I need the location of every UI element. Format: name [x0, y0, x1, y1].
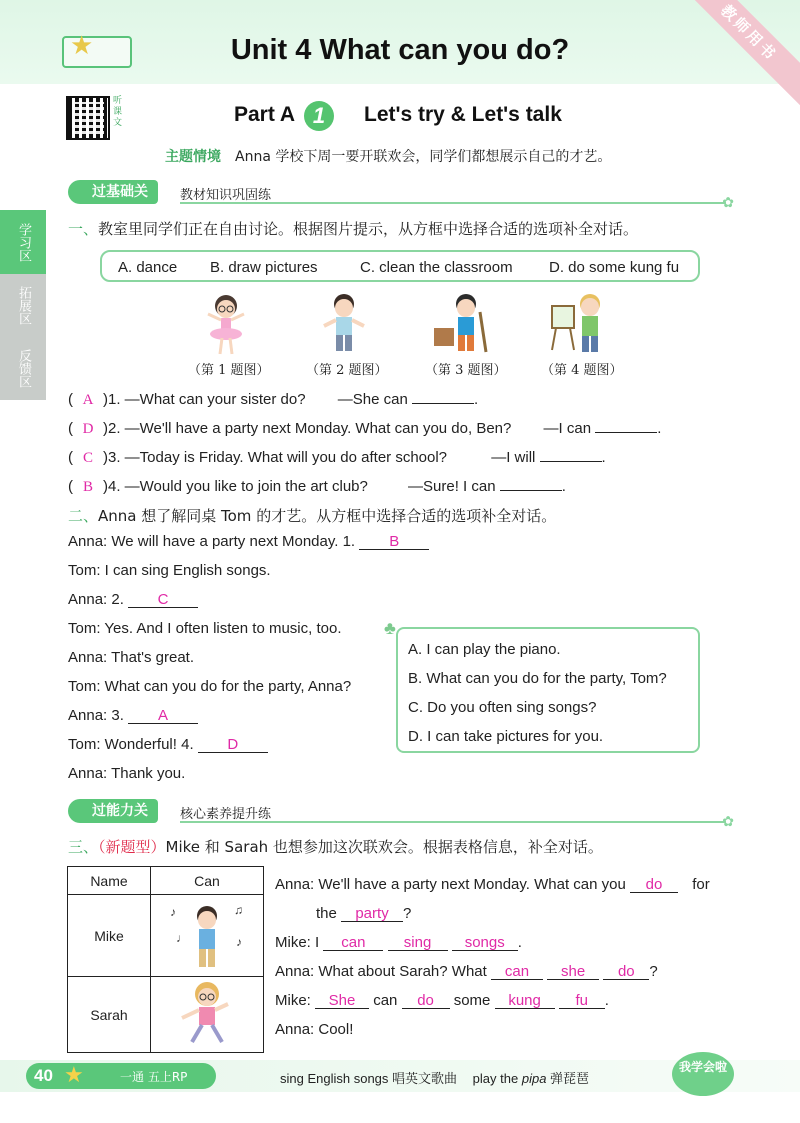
answer-blank[interactable] — [500, 474, 562, 491]
painting-boy-figure-image — [548, 292, 608, 356]
line-text: Mike: I — [275, 934, 320, 951]
choice-box — [396, 627, 700, 753]
svg-text:♪: ♪ — [170, 905, 176, 919]
learned-badge[interactable]: 我学会啦 — [672, 1052, 734, 1096]
item-text: )4. —Would you like to join the art club? — [103, 478, 368, 495]
line-text: . — [517, 934, 522, 951]
singing-boy-image — [162, 896, 252, 972]
answer-blank[interactable]: do — [630, 876, 678, 893]
svg-text:♪: ♪ — [236, 935, 242, 949]
line-text: Anna: 2. — [68, 591, 124, 608]
question-1-item-4: ( B )4. —Would you like to join the art club? —Sure! I can . — [68, 474, 566, 496]
corner-banner: 教师用书 — [671, 0, 800, 111]
dialogue-line-7 — [68, 707, 198, 724]
line-text: for — [692, 876, 710, 893]
side-tab-feedback[interactable]: 反馈区 — [0, 336, 46, 400]
figure-caption-2: （第 2 题图） — [306, 363, 388, 378]
book-label: 一通 五上RP — [120, 1070, 188, 1084]
answer-choice[interactable]: B — [82, 479, 93, 495]
vocab-cn: 唱英文歌曲 — [392, 1072, 458, 1087]
q3-line-2 — [316, 905, 411, 922]
table-header-can: Can — [151, 867, 264, 895]
divider — [180, 821, 726, 823]
question-1-item-1: ( A )1. —What can your sister do? —She can . — [68, 387, 478, 409]
q3-line-1 — [275, 876, 710, 893]
dialogue-line-6: Tom: What can you do for the party, Anna? — [68, 678, 352, 695]
star-icon: ★ — [70, 30, 94, 60]
figure-caption-1: （第 1 题图） — [188, 363, 270, 378]
side-tab-study[interactable]: 学习区 — [0, 210, 46, 274]
answer-blank[interactable]: can — [491, 963, 543, 980]
side-tabs — [0, 210, 50, 400]
paren-open: ( — [68, 391, 73, 408]
answer-choice[interactable]: C — [82, 450, 93, 466]
answer-choice[interactable]: D — [82, 421, 94, 437]
star-icon: ★ — [64, 1062, 84, 1087]
q3-line-6: Anna: Cool! — [275, 1021, 354, 1038]
option-box — [100, 250, 700, 282]
theme-label: 主题情境 — [165, 149, 221, 165]
answer-blank[interactable]: B — [359, 533, 429, 550]
choice-c: C. Do you often sing songs? — [408, 699, 597, 716]
theme-text: Anna 学校下周一要开联欢会，同学们都想展示自己的才艺。 — [235, 149, 612, 165]
item-reply: —Sure! I can — [408, 478, 496, 495]
question-text: Mike 和 Sarah 也想参加这次联欢会。根据表格信息，补全对话。 — [165, 838, 603, 856]
question-text: Anna 想了解同桌 Tom 的才艺。从方框中选择合适的选项补全对话。 — [98, 507, 557, 525]
line-text: the — [316, 905, 337, 922]
new-type-tag: （新题型） — [98, 838, 166, 856]
line-text: . — [604, 992, 609, 1009]
part-number-badge: 1 — [304, 101, 334, 131]
question-number: 二、 — [68, 507, 99, 525]
question-1-heading — [68, 218, 638, 239]
svg-text:♫: ♫ — [234, 903, 243, 917]
table-cell-sarah-image — [151, 977, 264, 1053]
dialogue-line-4: Tom: Yes. And I often listen to music, too. — [68, 620, 342, 637]
q3-line-5 — [275, 992, 609, 1009]
section-pill: 过能力关 — [68, 799, 158, 823]
dialogue-line-1 — [68, 533, 429, 550]
paren-open: ( — [68, 449, 73, 466]
table-header-name: Name — [68, 867, 151, 895]
answer-blank[interactable]: D — [198, 736, 268, 753]
answer-blank[interactable]: She — [315, 992, 369, 1009]
line-text: Tom: Wonderful! 4. — [68, 736, 194, 753]
option-a: A. dance — [118, 259, 178, 276]
dialogue-line-5: Anna: That's great. — [68, 649, 194, 666]
table-cell-mike-image — [151, 895, 264, 977]
svg-text:♩: ♩ — [176, 931, 188, 945]
choice-d: D. I can take pictures for you. — [408, 728, 604, 745]
line-text: ? — [649, 963, 658, 980]
kungfu-girl-image — [162, 978, 252, 1048]
item-text: )2. —We'll have a party next Monday. What can you do, Ben? — [103, 420, 512, 437]
line-text: Anna: We'll have a party next Monday. What can you — [275, 876, 626, 893]
figure-caption-4: （第 4 题图） — [541, 363, 623, 378]
answer-blank[interactable]: songs — [452, 934, 518, 951]
item-text: )3. —Today is Friday. What will you do after school? — [103, 449, 448, 466]
page-number: 40 — [34, 1066, 53, 1085]
q3-line-3 — [275, 934, 522, 951]
question-number: 一、 — [68, 220, 99, 238]
figure-caption-3: （第 3 题图） — [425, 363, 507, 378]
line-text: ? — [403, 905, 412, 922]
option-d: D. do some kung fu — [549, 259, 680, 276]
line-text: Anna: We will have a party next Monday. 1. — [68, 533, 356, 550]
vocab-en-italic: pipa — [521, 1071, 547, 1086]
item-text: )1. —What can your sister do? — [103, 391, 306, 408]
item-reply: —She can — [337, 391, 408, 408]
section-pill: 过基础关 — [68, 180, 158, 204]
vocab-cn: 弹琵琶 — [550, 1072, 590, 1087]
dialogue-line-2: Tom: I can sing English songs. — [68, 562, 271, 579]
qr-caption: 听课文 — [113, 96, 123, 128]
answer-blank[interactable]: kung — [495, 992, 555, 1009]
table-cell-sarah: Sarah — [68, 977, 151, 1053]
dialogue-line-8 — [68, 736, 268, 753]
kungfu-boy-figure-image — [314, 292, 374, 356]
answer-blank[interactable]: sing — [388, 934, 448, 951]
section-subtitle: 核心素养提升练 — [180, 807, 272, 822]
question-1-item-3: ( C )3. —Today is Friday. What will you do after school? —I will . — [68, 445, 606, 467]
dialogue-line-9: Anna: Thank you. — [68, 765, 186, 782]
side-tab-extend[interactable]: 拓展区 — [0, 274, 46, 336]
answer-blank[interactable] — [595, 416, 657, 433]
choice-b: B. What can you do for the party, Tom? — [408, 670, 667, 687]
theme-line — [165, 146, 611, 166]
answer-blank[interactable]: party — [341, 905, 403, 922]
paren-open: ( — [68, 420, 73, 437]
flower-icon: ✿ — [722, 194, 734, 210]
dialogue-line-3 — [68, 591, 198, 608]
option-b: B. draw pictures — [210, 259, 318, 276]
question-3-heading — [68, 836, 603, 857]
table-cell-mike: Mike — [68, 895, 151, 977]
line-text: can — [373, 992, 398, 1009]
section-bar-basic — [68, 180, 734, 210]
line-text: some — [453, 992, 491, 1009]
cleaning-boy-figure-image — [432, 292, 492, 356]
question-number: 三、 — [68, 838, 99, 856]
vocab-en: play the — [472, 1071, 519, 1086]
answer-blank[interactable]: do — [603, 963, 649, 980]
item-reply: —I can — [543, 420, 592, 437]
answer-blank[interactable] — [540, 445, 602, 462]
line-text: Anna: What about Sarah? What — [275, 963, 487, 980]
section-subtitle: 教材知识巩固练 — [180, 188, 272, 203]
ballerina-figure-image — [196, 292, 256, 356]
answer-blank[interactable]: do — [402, 992, 450, 1009]
vocab-en: sing English songs — [280, 1071, 389, 1086]
answer-blank[interactable]: she — [547, 963, 599, 980]
divider — [180, 202, 726, 204]
answer-choice[interactable]: A — [82, 392, 94, 408]
q3-line-4 — [275, 963, 658, 980]
line-text: Mike: — [275, 992, 311, 1009]
answer-blank[interactable]: A — [128, 707, 198, 724]
section-bar-ability — [68, 799, 734, 829]
question-1-item-2: ( D )2. —We'll have a party next Monday. What can you do, Ben? —I can . — [68, 416, 661, 438]
footer-vocab — [280, 1068, 589, 1087]
answer-blank[interactable]: fu — [559, 992, 605, 1009]
paren-open: ( — [68, 478, 73, 495]
choice-a: A. I can play the piano. — [408, 641, 561, 658]
qr-code-pattern — [72, 102, 104, 134]
part-label: Part A — [234, 103, 296, 126]
answer-blank[interactable] — [412, 387, 474, 404]
part-title: Let's try & Let's talk — [364, 103, 562, 126]
answer-blank[interactable]: can — [323, 934, 383, 951]
line-text: Anna: 3. — [68, 707, 124, 724]
info-table — [67, 866, 264, 1053]
answer-blank[interactable]: C — [128, 591, 198, 608]
flower-icon: ✿ — [722, 813, 734, 829]
unit-title: Unit 4 What can you do? — [230, 34, 570, 66]
item-reply: —I will — [491, 449, 536, 466]
tree-icon: ♣ — [384, 618, 396, 638]
question-2-heading — [68, 505, 556, 526]
question-text: 教室里同学们正在自由讨论。根据图片提示，从方框中选择合适的选项补全对话。 — [98, 220, 639, 238]
option-c: C. clean the classroom — [360, 259, 513, 276]
